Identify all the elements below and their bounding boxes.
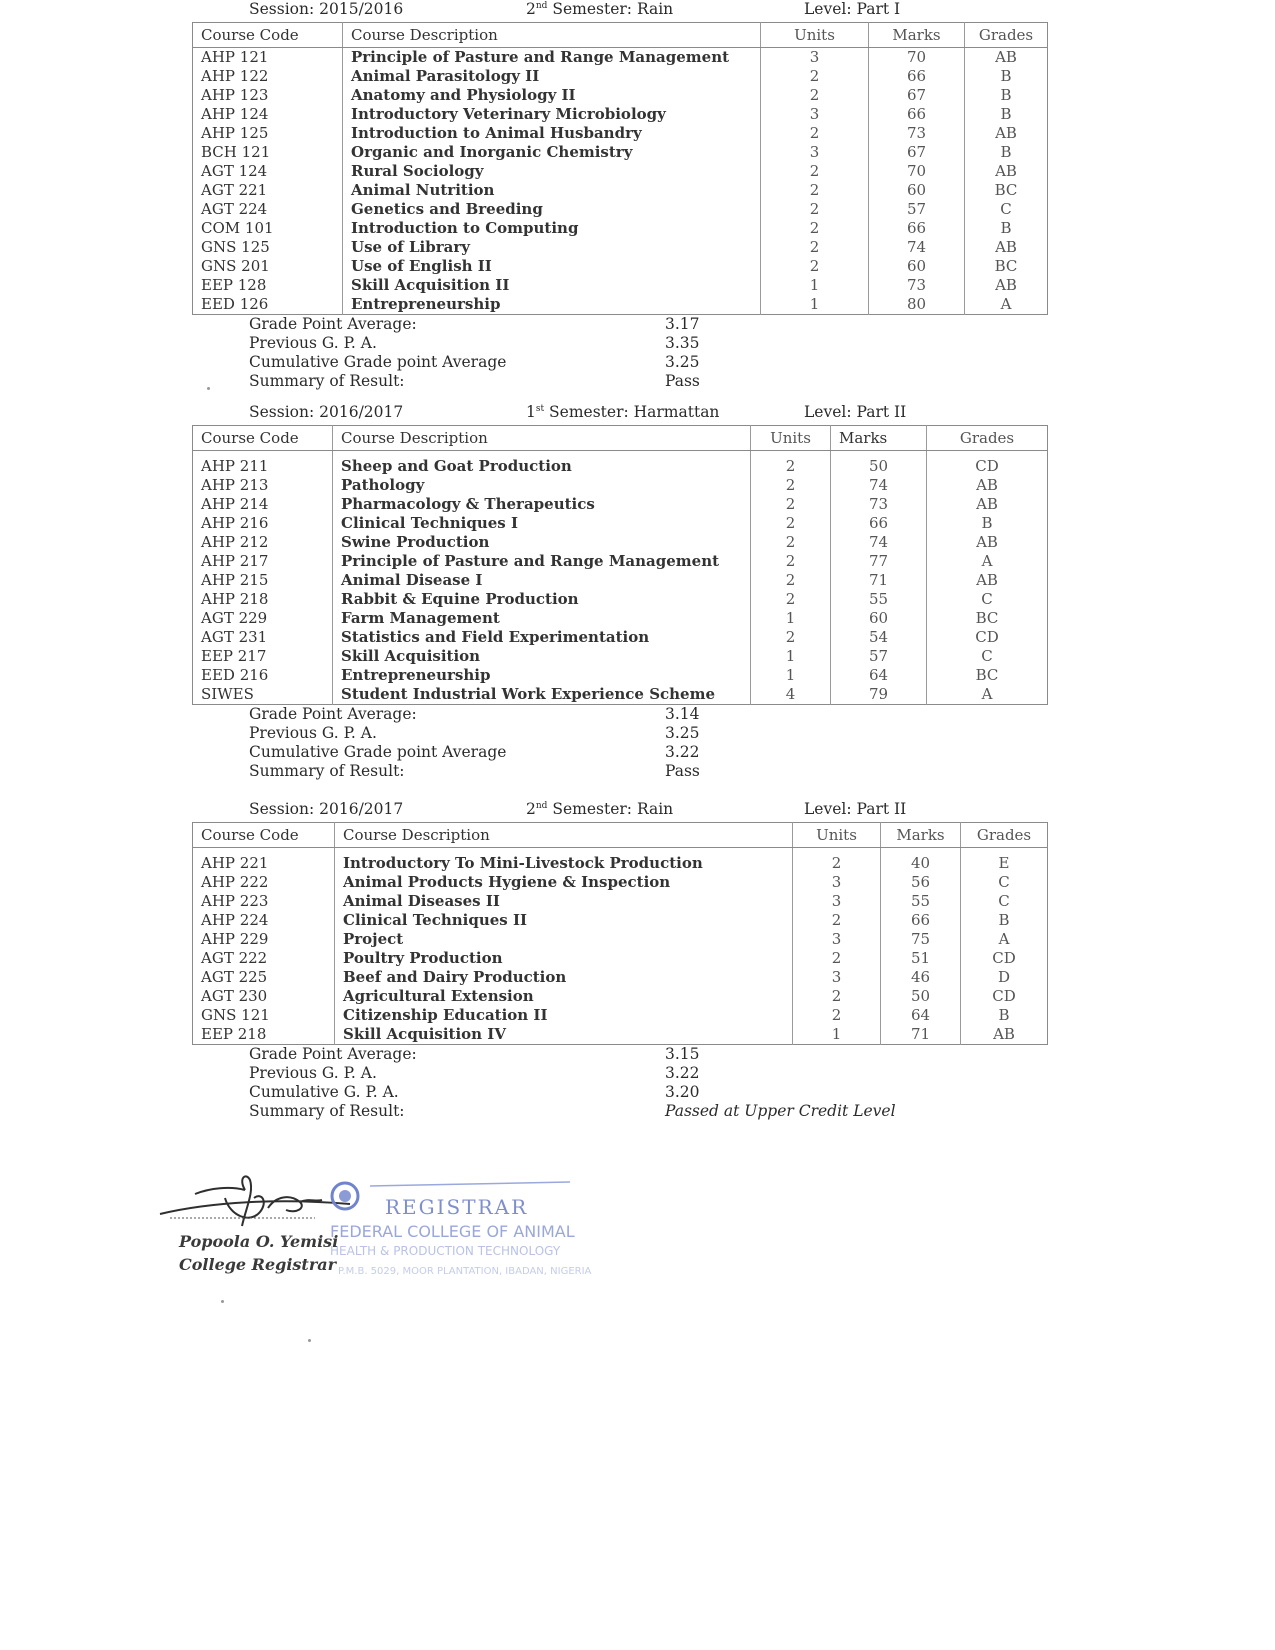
- course-grade: CD: [961, 987, 1048, 1006]
- result-value: Pass: [665, 372, 700, 390]
- course-units: 2: [761, 200, 869, 219]
- course-code: AHP 221: [201, 854, 269, 872]
- course-code: EED 126: [201, 295, 269, 313]
- course-grade: B: [965, 219, 1048, 238]
- results-table: [192, 822, 1048, 1045]
- course-units: 2: [761, 257, 869, 276]
- course-code: SIWES: [201, 685, 254, 703]
- course-description: Principle of Pasture and Range Management: [333, 552, 751, 571]
- header-grades: Grades: [961, 823, 1048, 848]
- course-description: Entrepreneurship: [343, 295, 761, 315]
- course-units: 3: [761, 143, 869, 162]
- course-marks: 51: [881, 949, 961, 968]
- course-units: 1: [793, 1025, 881, 1045]
- course-units: 2: [793, 949, 881, 968]
- course-units: 4: [751, 685, 831, 705]
- header-marks: Marks: [869, 23, 965, 48]
- table-row: [193, 571, 1048, 590]
- course-code: AGT 222: [201, 949, 268, 967]
- course-units: 2: [751, 571, 831, 590]
- header-course-code: Course Code: [193, 426, 333, 451]
- course-units: 3: [793, 892, 881, 911]
- semester-label: 2nd Semester: Rain: [526, 0, 674, 18]
- course-description: Animal Diseases II: [335, 892, 793, 911]
- course-description: Statistics and Field Experimentation: [333, 628, 751, 647]
- table-body: [193, 848, 1048, 1045]
- course-marks: 40: [881, 854, 961, 873]
- course-description: Clinical Techniques I: [333, 514, 751, 533]
- course-description: Anatomy and Physiology II: [343, 86, 761, 105]
- table-row: [193, 628, 1048, 647]
- semester-block-2: [192, 403, 1047, 781]
- course-code: AHP 213: [201, 476, 269, 494]
- course-description: Sheep and Goat Production: [333, 457, 751, 476]
- course-grade: AB: [927, 571, 1048, 590]
- table-row: [193, 911, 1048, 930]
- course-code: AHP 123: [201, 86, 269, 104]
- course-code: AHP 224: [201, 911, 269, 929]
- table-row: [193, 1025, 1048, 1045]
- course-code: GNS 125: [201, 238, 270, 256]
- course-marks: 50: [881, 987, 961, 1006]
- course-description: Principle of Pasture and Range Management: [343, 48, 761, 68]
- course-marks: 55: [831, 590, 927, 609]
- session-header: [192, 0, 1047, 22]
- course-description: Genetics and Breeding: [343, 200, 761, 219]
- course-units: 3: [793, 873, 881, 892]
- table-row: [193, 514, 1048, 533]
- level-label: Level: Part II: [804, 403, 907, 421]
- gpa-value: 3.17: [665, 315, 700, 333]
- course-description: Animal Disease I: [333, 571, 751, 590]
- session-header: [192, 403, 1047, 425]
- header-marks: Marks: [881, 823, 961, 848]
- result-label: Summary of Result:: [249, 372, 405, 390]
- table-row: [193, 685, 1048, 705]
- course-description: Skill Acquisition IV: [335, 1025, 793, 1045]
- course-description: Entrepreneurship: [333, 666, 751, 685]
- header-units: Units: [761, 23, 869, 48]
- course-marks: 54: [831, 628, 927, 647]
- course-grade: AB: [965, 276, 1048, 295]
- gpa-label: Grade Point Average:: [249, 315, 417, 333]
- course-marks: 73: [869, 124, 965, 143]
- course-grade: AB: [965, 48, 1048, 68]
- table-body: [193, 451, 1048, 705]
- course-grade: B: [965, 143, 1048, 162]
- course-description: Use of Library: [343, 238, 761, 257]
- course-description: Animal Products Hygiene & Inspection: [335, 873, 793, 892]
- course-description: Clinical Techniques II: [335, 911, 793, 930]
- course-marks: 80: [869, 295, 965, 315]
- course-code: AGT 225: [201, 968, 268, 986]
- course-units: 2: [793, 911, 881, 930]
- course-grade: C: [965, 200, 1048, 219]
- course-units: 2: [751, 457, 831, 476]
- course-description: Project: [335, 930, 793, 949]
- course-grade: BC: [927, 666, 1048, 685]
- previous-gpa-label: Previous G. P. A.: [249, 724, 377, 742]
- course-code: EEP 217: [201, 647, 267, 665]
- course-marks: 74: [831, 533, 927, 552]
- course-marks: 71: [831, 571, 927, 590]
- previous-gpa-value: 3.35: [665, 334, 700, 352]
- course-units: 2: [751, 495, 831, 514]
- course-description: Organic and Inorganic Chemistry: [343, 143, 761, 162]
- course-description: Pathology: [333, 476, 751, 495]
- course-grade: C: [961, 873, 1048, 892]
- course-grade: B: [961, 1006, 1048, 1025]
- semester-block-1: [192, 0, 1047, 391]
- table-row: [193, 257, 1048, 276]
- course-description: Introductory Veterinary Microbiology: [343, 105, 761, 124]
- course-code: GNS 121: [201, 1006, 270, 1024]
- header-course-description: Course Description: [343, 23, 761, 48]
- semester-summary: [249, 315, 1047, 391]
- table-row: [193, 238, 1048, 257]
- course-marks: 55: [881, 892, 961, 911]
- table-row: [193, 968, 1048, 987]
- previous-gpa-label: Previous G. P. A.: [249, 334, 377, 352]
- course-description: Beef and Dairy Production: [335, 968, 793, 987]
- course-code: AGT 221: [201, 181, 268, 199]
- course-grade: B: [965, 86, 1048, 105]
- result-label: Summary of Result:: [249, 1102, 405, 1120]
- course-marks: 66: [869, 105, 965, 124]
- course-code: BCH 121: [201, 143, 271, 161]
- course-grade: AB: [965, 238, 1048, 257]
- course-marks: 74: [869, 238, 965, 257]
- course-description: Introductory To Mini-Livestock Production: [335, 854, 793, 873]
- cgpa-value: 3.25: [665, 353, 700, 371]
- course-marks: 67: [869, 143, 965, 162]
- table-body: [193, 48, 1048, 315]
- scan-speck: [308, 1339, 311, 1342]
- course-description: Swine Production: [333, 533, 751, 552]
- course-grade: CD: [961, 949, 1048, 968]
- course-marks: 60: [831, 609, 927, 628]
- table-row: [193, 295, 1048, 315]
- course-grade: A: [961, 930, 1048, 949]
- table-row: [193, 276, 1048, 295]
- course-units: 1: [751, 609, 831, 628]
- table-row: [193, 476, 1048, 495]
- course-marks: 60: [869, 181, 965, 200]
- course-grade: C: [927, 647, 1048, 666]
- course-marks: 66: [869, 67, 965, 86]
- course-grade: AB: [927, 533, 1048, 552]
- course-grade: AB: [927, 495, 1048, 514]
- table-row: [193, 181, 1048, 200]
- scan-speck: [221, 1300, 224, 1303]
- table-row: [193, 1006, 1048, 1025]
- course-code: AGT 124: [201, 162, 268, 180]
- course-grade: D: [961, 968, 1048, 987]
- course-marks: 46: [881, 968, 961, 987]
- table-row: [193, 200, 1048, 219]
- course-grade: A: [965, 295, 1048, 315]
- table-row: [193, 124, 1048, 143]
- course-units: 2: [761, 238, 869, 257]
- table-row: [193, 892, 1048, 911]
- table-row: [193, 873, 1048, 892]
- table-header-row: [193, 823, 1048, 848]
- table-row: [193, 67, 1048, 86]
- course-units: 2: [793, 987, 881, 1006]
- header-units: Units: [793, 823, 881, 848]
- course-grade: B: [965, 67, 1048, 86]
- course-code: AHP 218: [201, 590, 269, 608]
- stamp-title: REGISTRAR: [385, 1195, 529, 1219]
- course-code: AHP 212: [201, 533, 269, 551]
- course-description: Poultry Production: [335, 949, 793, 968]
- semester-summary: [249, 705, 1047, 781]
- course-code: AHP 124: [201, 105, 269, 123]
- semester-label: 1st Semester: Harmattan: [526, 403, 720, 421]
- course-units: 2: [751, 476, 831, 495]
- course-grade: C: [961, 892, 1048, 911]
- table-row: [193, 143, 1048, 162]
- stamp-line-2: HEALTH & PRODUCTION TECHNOLOGY: [330, 1244, 561, 1258]
- course-code: GNS 201: [201, 257, 270, 275]
- cgpa-label: Cumulative Grade point Average: [249, 743, 507, 761]
- signatory-title: College Registrar: [179, 1255, 337, 1274]
- course-grade: B: [965, 105, 1048, 124]
- session-label: Session: 2016/2017: [249, 403, 404, 421]
- previous-gpa-value: 3.25: [665, 724, 700, 742]
- course-code: AHP 121: [201, 48, 269, 66]
- course-description: Skill Acquisition II: [343, 276, 761, 295]
- course-code: AGT 229: [201, 609, 268, 627]
- course-description: Animal Nutrition: [343, 181, 761, 200]
- cgpa-value: 3.20: [665, 1083, 700, 1101]
- course-code: AHP 122: [201, 67, 269, 85]
- course-marks: 70: [869, 162, 965, 181]
- course-grade: BC: [965, 181, 1048, 200]
- course-units: 2: [751, 533, 831, 552]
- course-units: 2: [751, 628, 831, 647]
- course-description: Agricultural Extension: [335, 987, 793, 1006]
- session-label: Session: 2015/2016: [249, 0, 404, 18]
- course-grade: E: [961, 854, 1048, 873]
- course-code: COM 101: [201, 219, 274, 237]
- course-marks: 50: [831, 457, 927, 476]
- course-description: Animal Parasitology II: [343, 67, 761, 86]
- course-grade: AB: [927, 476, 1048, 495]
- table-row: [193, 162, 1048, 181]
- semester-summary: [249, 1045, 1047, 1121]
- table-row: [193, 105, 1048, 124]
- course-units: 1: [761, 295, 869, 315]
- table-header-row: [193, 426, 1048, 451]
- table-row: [193, 647, 1048, 666]
- level-label: Level: Part II: [804, 800, 907, 818]
- header-course-code: Course Code: [193, 823, 335, 848]
- scan-speck: [207, 387, 210, 390]
- table-row: [193, 219, 1048, 238]
- course-units: 2: [761, 124, 869, 143]
- result-label: Summary of Result:: [249, 762, 405, 780]
- course-description: Skill Acquisition: [333, 647, 751, 666]
- course-marks: 66: [869, 219, 965, 238]
- previous-gpa-value: 3.22: [665, 1064, 700, 1082]
- course-description: Citizenship Education II: [335, 1006, 793, 1025]
- course-units: 1: [751, 666, 831, 685]
- course-grade: AB: [965, 162, 1048, 181]
- table-row: [193, 552, 1048, 571]
- session-label: Session: 2016/2017: [249, 800, 404, 818]
- table-row: [193, 590, 1048, 609]
- course-marks: 57: [869, 200, 965, 219]
- course-units: 3: [761, 105, 869, 124]
- level-label: Level: Part I: [804, 0, 901, 18]
- semester-block-3: [192, 800, 1047, 1121]
- course-code: EEP 218: [201, 1025, 267, 1043]
- course-code: AGT 230: [201, 987, 268, 1005]
- course-grade: AB: [965, 124, 1048, 143]
- course-marks: 67: [869, 86, 965, 105]
- result-value: Pass: [665, 762, 700, 780]
- table-row: [193, 854, 1048, 873]
- course-grade: CD: [927, 457, 1048, 476]
- table-row: [193, 457, 1048, 476]
- course-grade: A: [927, 685, 1048, 705]
- course-marks: 70: [869, 48, 965, 68]
- course-units: 3: [793, 930, 881, 949]
- header-grades: Grades: [927, 426, 1048, 451]
- course-code: AHP 214: [201, 495, 269, 513]
- course-marks: 66: [831, 514, 927, 533]
- course-code: AHP 229: [201, 930, 269, 948]
- course-description: Use of English II: [343, 257, 761, 276]
- header-marks: Marks: [831, 426, 927, 451]
- table-row: [193, 48, 1048, 68]
- table-row: [193, 930, 1048, 949]
- course-description: Rural Sociology: [343, 162, 761, 181]
- course-code: AHP 211: [201, 457, 269, 475]
- header-units: Units: [751, 426, 831, 451]
- course-marks: 60: [869, 257, 965, 276]
- table-row: [193, 949, 1048, 968]
- table-row: [193, 533, 1048, 552]
- course-units: 2: [751, 590, 831, 609]
- course-marks: 73: [831, 495, 927, 514]
- course-description: Farm Management: [333, 609, 751, 628]
- session-header: [192, 800, 1047, 822]
- table-row: [193, 495, 1048, 514]
- course-grade: BC: [927, 609, 1048, 628]
- course-code: AHP 215: [201, 571, 269, 589]
- course-marks: 73: [869, 276, 965, 295]
- course-description: Pharmacology & Therapeutics: [333, 495, 751, 514]
- course-grade: AB: [961, 1025, 1048, 1045]
- course-code: AHP 222: [201, 873, 269, 891]
- table-row: [193, 666, 1048, 685]
- course-units: 2: [761, 86, 869, 105]
- course-marks: 64: [881, 1006, 961, 1025]
- signatory-name: Popoola O. Yemisi: [179, 1232, 339, 1251]
- course-units: 2: [761, 219, 869, 238]
- course-code: EED 216: [201, 666, 269, 684]
- course-units: 1: [751, 647, 831, 666]
- header-course-code: Course Code: [193, 23, 343, 48]
- course-marks: 66: [881, 911, 961, 930]
- header-course-description: Course Description: [335, 823, 793, 848]
- stamp-line-3: P.M.B. 5029, MOOR PLANTATION, IBADAN, NIGERIA: [338, 1266, 592, 1277]
- course-units: 2: [761, 162, 869, 181]
- course-units: 2: [751, 552, 831, 571]
- course-description: Rabbit & Equine Production: [333, 590, 751, 609]
- table-header-row: [193, 23, 1048, 48]
- gpa-label: Grade Point Average:: [249, 705, 417, 723]
- course-units: 1: [761, 276, 869, 295]
- course-units: 2: [793, 854, 881, 873]
- course-grade: B: [961, 911, 1048, 930]
- course-units: 3: [761, 48, 869, 68]
- gpa-value: 3.15: [665, 1045, 700, 1063]
- course-marks: 74: [831, 476, 927, 495]
- course-code: EEP 128: [201, 276, 267, 294]
- table-row: [193, 987, 1048, 1006]
- semester-label: 2nd Semester: Rain: [526, 800, 674, 818]
- cgpa-label: Cumulative Grade point Average: [249, 353, 507, 371]
- course-description: Introduction to Computing: [343, 219, 761, 238]
- course-units: 2: [761, 67, 869, 86]
- course-marks: 56: [881, 873, 961, 892]
- course-marks: 77: [831, 552, 927, 571]
- course-code: AHP 223: [201, 892, 269, 910]
- course-grade: C: [927, 590, 1048, 609]
- course-description: Introduction to Animal Husbandry: [343, 124, 761, 143]
- course-description: Student Industrial Work Experience Scheme: [333, 685, 751, 705]
- course-code: AHP 125: [201, 124, 269, 142]
- course-grade: A: [927, 552, 1048, 571]
- course-marks: 64: [831, 666, 927, 685]
- course-marks: 75: [881, 930, 961, 949]
- course-units: 2: [761, 181, 869, 200]
- cgpa-label: Cumulative G. P. A.: [249, 1083, 399, 1101]
- gpa-label: Grade Point Average:: [249, 1045, 417, 1063]
- course-code: AGT 231: [201, 628, 268, 646]
- previous-gpa-label: Previous G. P. A.: [249, 1064, 377, 1082]
- course-units: 3: [793, 968, 881, 987]
- gpa-value: 3.14: [665, 705, 700, 723]
- course-code: AGT 224: [201, 200, 268, 218]
- table-row: [193, 609, 1048, 628]
- course-marks: 79: [831, 685, 927, 705]
- header-course-description: Course Description: [333, 426, 751, 451]
- table-row: [193, 86, 1048, 105]
- course-marks: 57: [831, 647, 927, 666]
- course-grade: CD: [927, 628, 1048, 647]
- course-marks: 71: [881, 1025, 961, 1045]
- course-code: AHP 217: [201, 552, 269, 570]
- header-grades: Grades: [965, 23, 1048, 48]
- cgpa-value: 3.22: [665, 743, 700, 761]
- course-units: 2: [751, 514, 831, 533]
- result-value: Passed at Upper Credit Level: [665, 1102, 896, 1120]
- course-units: 2: [793, 1006, 881, 1025]
- results-table: [192, 425, 1048, 705]
- results-table: [192, 22, 1048, 315]
- course-code: AHP 216: [201, 514, 269, 532]
- stamp-line-1: FEDERAL COLLEGE OF ANIMAL: [330, 1222, 575, 1241]
- course-grade: B: [927, 514, 1048, 533]
- course-grade: BC: [965, 257, 1048, 276]
